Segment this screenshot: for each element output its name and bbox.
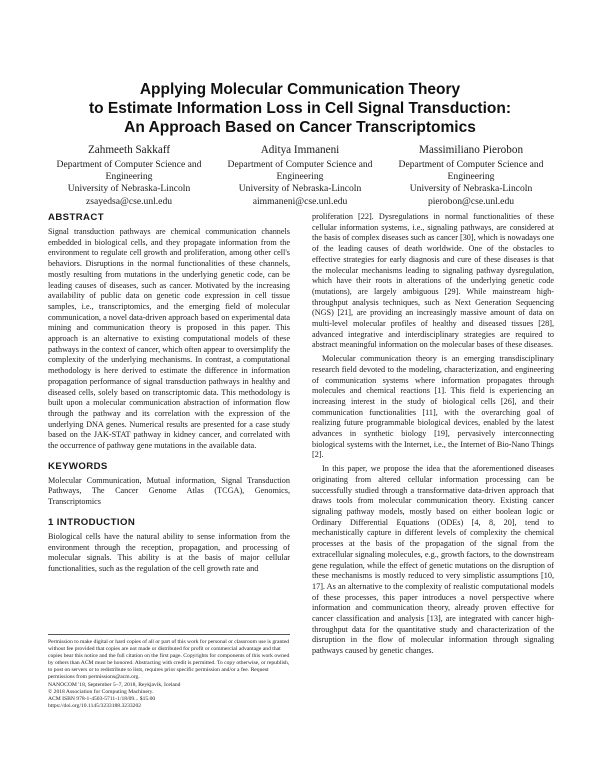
keywords-heading: KEYWORDS xyxy=(48,460,108,472)
introduction-paragraph: Molecular communication theory is an emerging transdisciplinary research field devoted to the modeling, characterization, and engineering of communication systems where information propagates through molecules and chemical reactions [1]. This field is experiencing an increasing interest in the study of biological cells [26], and their communication functionalities [11], with the overarching goal of realizing future programmable biological devices, enabled by the latest advances in synthetic biology [19], pervasively interconnecting biological systems with the Internet, i.e., the Internet of Bio-Nano Things [2]. xyxy=(312,354,554,460)
author-department: Department of Computer Science and xyxy=(227,159,373,170)
abstract-text: Signal transduction pathways are chemical communication channels embedded in biological cells, and they propagate information from the environment to regulate cell growth and proliferation, among other cell's behaviors. Disruptions in the normal functionalities of these channels, mostly resulting from mutations in the underlying genetic code, can be leading causes of diseases, such as cancer. Motivated by the increasing availability of public data on genetic code expression in cell tissue samples, i.e., transcriptomics, and the emerging field of molecular communication, a novel data-driven approach based on experimental data mining and communication theory is proposed in this paper. This approach is an alternative to existing computational models of these pathways in the context of cancer, which often appear to oversimplify the complexity of the underlying mechanisms. In contrast, a computational methodology is here derived to estimate the difference in information propagation performance of signal transduction pathways in healthy and diseased cells, solely based on transcriptomic data. This methodology is built upon a molecular communication abstraction of information flow through the pathway and its correlation with the expression of the underlying DNA genes. Numerical results are presented for a case study based on the JAK-STAT pathway in kidney cancer, and correlated with the occurrence of pathway gene mutations in the available data. xyxy=(48,227,290,451)
author-email: pierobon@cse.unl.edu xyxy=(427,195,515,207)
left-column xyxy=(48,212,290,575)
right-column xyxy=(312,212,554,657)
paper-title xyxy=(40,80,560,137)
author-name: Aditya Immaneni xyxy=(260,144,340,156)
introduction-text: Biological cells have the natural ability to sense information from the environment through the reception, propagation, and processing of molecular signals. This ability is at the basis of major cellular functionalities, such as the regulation of the cell growth rate and xyxy=(48,531,290,573)
author xyxy=(386,144,556,208)
introduction-paragraph: In this paper, we propose the idea that the aforementioned diseases originating from altered cellular information processing can be successfully studied through a transformative data-driven approach that draws tools from molecular communication theory. Existing cancer signaling pathway models, mostly based on either boolean logic or Ordinary Differential Equations (ODEs) [4, 8, 20], tend to mechanistically capture in different levels of complexity the chemical processes at the basis of the propagation of the signal from the extracellular signaling molecules, e.g., growth factors, to the downstream gene regulation, while the effect of genetic mutations on the disruption of these mechanisms is mostly reduced to very simplistic assumptions [10, 17]. As an alternative to the complexity of realistic computational models of these processes, this paper introduces a novel perspective where information and communication theory, already proven effective for cancer classification and analysis [13], are integrated with cancer high-throughput data for the quantitative study and characterization of the disruption in the flow of molecular information through signaling pathways caused by genetic changes. xyxy=(312,464,554,656)
author-university: University of Nebraska-Lincoln xyxy=(409,183,533,195)
author-email: aimmaneni@cse.unl.edu xyxy=(252,195,348,207)
author-department: Engineering xyxy=(105,171,153,183)
isbn-line: ACM ISBN 978-1-4503-5711-1/18/09... $15.00 xyxy=(48,695,156,702)
title-line: to Estimate Information Loss in Cell Signal Transduction: xyxy=(89,100,511,117)
author-name: Zahmeeth Sakkaff xyxy=(87,144,171,156)
author xyxy=(215,144,385,208)
author xyxy=(44,144,214,208)
title-line: Applying Molecular Communication Theory xyxy=(139,81,461,98)
author-email: zsayedsa@cse.unl.edu xyxy=(85,195,173,207)
conference-info: NANOCOM '18, September 5–7, 2018, Reykjavik, Iceland xyxy=(48,681,181,688)
author-department: Engineering xyxy=(276,171,324,183)
author-department: Department of Computer Science and xyxy=(56,159,202,170)
author-name: Massimiliano Pierobon xyxy=(418,144,524,156)
abstract-heading: ABSTRACT xyxy=(48,212,104,223)
copyright-line: © 2018 Association for Computing Machinery. xyxy=(48,688,154,695)
doi-link[interactable]: https://doi.org/10.1145/3233188.3233202 xyxy=(48,702,142,709)
author-university: University of Nebraska-Lincoln xyxy=(238,183,362,195)
author-university: University of Nebraska-Lincoln xyxy=(67,183,191,195)
keywords-text: Molecular Communication, Mutual information, Signal Transduction Pathways, The Cancer Genome Atlas (TCGA), Genomics, Transcriptomics xyxy=(48,475,290,507)
title-line: An Approach Based on Cancer Transcriptomics xyxy=(124,119,476,136)
author-department: Engineering xyxy=(447,171,495,183)
permission-notice: Permission to make digital or hard copies of all or part of this work for personal or classroom use is granted without fee provided that copies are not made or distributed for profit or commercial advantage and that copies bear this notice and the full citation on the first page. Copyrights for components of this work owned by others than ACM must be honored. Abstracting with credit is permitted. To copy otherwise, or republish, to post on servers or to redistribute to lists, requires prior specific permission and/or a fee. Request permissions from permissions@acm.org. xyxy=(48,639,290,681)
author-block xyxy=(44,144,556,214)
author-department: Department of Computer Science and xyxy=(398,159,544,170)
introduction-paragraph: proliferation [22]. Dysregulations in normal functionalities of these cellular information systems, i.e., signaling pathways, are considered at the basis of complex diseases such as cancer [30], which is nowadays one of the leading causes of death worldwide. One of the obstacles to effective strategies for early diagnosis and cure of these diseases is that the molecular mechanisms leading to signaling pathway dysregulation, which have their roots in alterations of the underlying genetic code (mutations), are largely ambiguous [29]. While mainstream high-throughput analysis techniques, such as Next Generation Sequencing (NGS) [21], are providing an increasingly massive amount of data on multi-level molecular profiles of healthy and diseased tissues [28], advanced integrative and interdisciplinary strategies are required to abstract meaningful information on the molecular bases of these diseases. xyxy=(312,212,554,350)
introduction-heading: 1 INTRODUCTION xyxy=(48,516,136,528)
copyright-footnote xyxy=(48,634,290,710)
